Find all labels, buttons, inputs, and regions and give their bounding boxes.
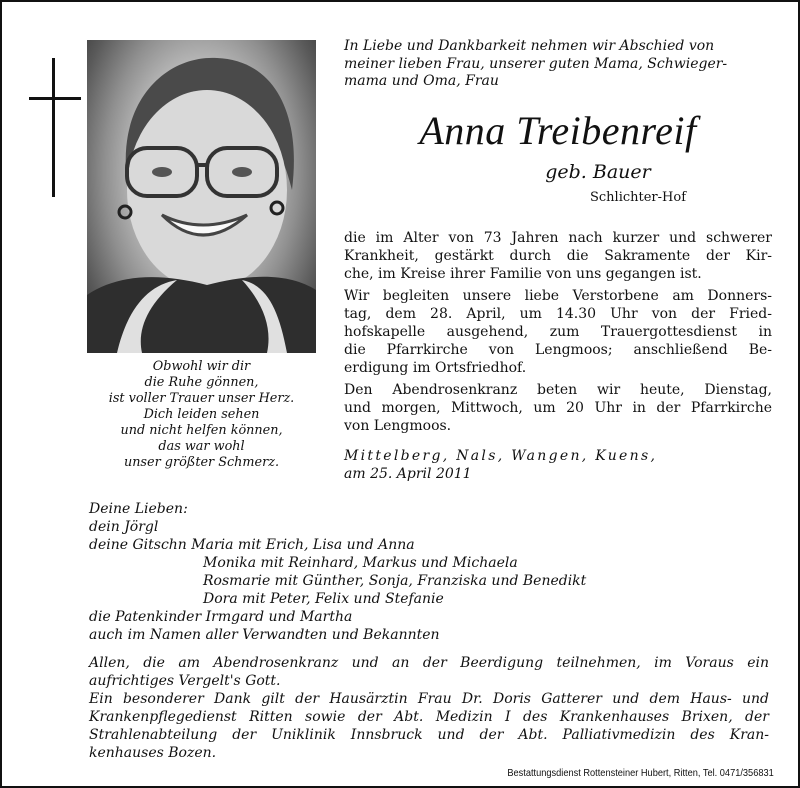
poem-line: die Ruhe gönnen, [144,375,259,390]
text-line: hofskapelle ausgehend, zum Trauergottesdienst in [344,324,772,340]
paragraph-death [344,229,772,283]
poem-line: das war wohl [158,439,245,454]
poem-line: ist voller Trauer unser Herz. [108,391,295,406]
family-husband: dein Jörgl [89,519,159,535]
intro-line: meiner lieben Frau, unserer guten Mama, Schwieger- [344,55,728,72]
grandchildren-line: Dora mit Peter, Felix und Stefanie [203,591,444,607]
text-line: von Lengmoos. [344,418,452,434]
text-line: erdigung im Ortsfriedhof. [344,360,527,376]
family-header: Deine Lieben: [89,501,188,517]
poem-line: und nicht helfen können, [120,423,283,438]
grandchildren-prefix: deine Gitschn [89,537,187,553]
poem-line: Obwohl wir dir [152,359,251,374]
text-line: che, im Kreise ihrer Familie von uns gegangen ist. [344,266,702,282]
intro-line: In Liebe und Dankbarkeit nehmen wir Abschied von [344,38,715,54]
poem-line: Dich leiden sehen [143,407,260,422]
text-line: aufrichtiges Vergelt's Gott. [89,673,281,689]
family-grandchildren-first [89,536,779,554]
text-line: die Pfarrkirche von Lengmoos; anschließend Be- [344,342,772,358]
text-line: Allen, die am Abendrosenkranz und an der Beerdigung teilnehmen, im Voraus ein [89,655,769,671]
text-line: tag, dem 28. April, um 14.30 Uhr von der Fried- [344,306,772,322]
text-line: die im Alter von 73 Jahren nach kurzer und schwerer [344,230,772,246]
paragraph-rosary [344,381,772,435]
homestead-name: Schlichter-Hof [589,190,687,205]
poem-line: unser größter Schmerz. [123,455,280,470]
thanks-paragraph [89,654,769,690]
funeral-service-credit: Bestattungsdienst Rottensteiner Hubert, Ritten, Tel. 0471/356831 [507,767,774,779]
poem [87,359,316,471]
places-line: Mittelberg, Nals, Wangen, Kuens, [344,448,658,464]
text-line: Wir begleiten unsere liebe Verstorbene am Donners- [344,288,772,304]
family-list [89,500,779,644]
grandchildren-line: Monika mit Reinhard, Markus und Michaela [203,555,518,571]
thanks-paragraph [89,690,769,762]
date-line: am 25. April 2011 [344,466,472,482]
text-line: Ein besonderer Dank gilt der Hausärztin Frau Dr. Doris Gatterer und dem Haus- und [89,691,769,707]
intro-text [344,38,772,91]
place-date [344,447,772,483]
text-line: und morgen, Mittwoch, um 20 Uhr in der Pfarrkirche [344,400,772,416]
grandchildren-line: Maria mit Erich, Lisa und Anna [191,537,415,553]
family-relatives: auch im Namen aller Verwandten und Bekannten [89,627,440,643]
maiden-name: geb. Bauer [545,161,651,183]
text-line: Den Abendrosenkranz beten wir heute, Dienstag, [344,382,772,398]
announcement-body [344,229,772,439]
portrait-photo [87,40,316,353]
family-godchildren: die Patenkinder Irmgard und Martha [89,609,353,625]
text-line: Strahlenabteilung der Uniklinik Innsbruck und der Abt. Palliativmedizin des Kran- [89,727,769,743]
text-line: kenhauses Bozen. [89,745,217,761]
deceased-name: Anna Treibenreif [419,108,697,153]
intro-line: mama und Oma, Frau [344,73,499,90]
text-line: Krankheit, gestärkt durch die Sakramente der Kir- [344,248,772,264]
thanks-section [89,654,769,762]
grandchildren-line: Rosmarie mit Günther, Sonja, Franziska und Benedikt [203,573,587,589]
text-line: Krankenpflegedienst Ritten sowie der Abt. Medizin I des Krankenhauses Brixen, der [89,709,769,725]
paragraph-funeral [344,287,772,377]
